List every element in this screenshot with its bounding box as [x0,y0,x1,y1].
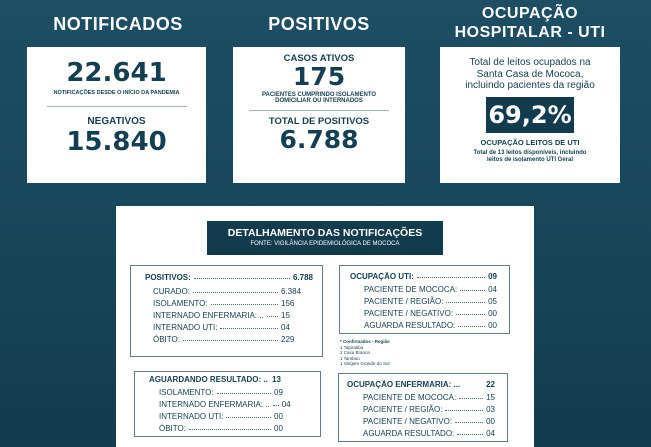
row-label: INTERNADO UTI: [153,323,218,332]
notificados-total: 22.641 [66,58,167,88]
card-positivos [233,47,405,183]
row-label: PACIENTE / REGIÃO: [364,297,444,306]
row-value: 05 [488,297,497,306]
uti-header-row [350,272,497,281]
header-positivos: POSITIVOS [268,14,370,34]
row-label: ISOLAMENTO: [159,388,214,397]
detalhamento-panel [116,206,534,447]
dot-leader [211,304,278,305]
aguardando-label: AGUARDANDO RESULTADO: .. [149,375,268,384]
row-label: AGUARDA RESULTADO: [364,321,456,330]
ocupacao-desc-1: Total de leitos ocupados na [469,57,591,68]
dot-leader [267,316,278,317]
ocupacao-percent-badge [486,97,574,133]
row-label: INTERNADO ENFERMARIA: .. [153,311,264,320]
enfermaria-value: 22 [486,380,495,389]
aguardando-uti-row [149,409,306,421]
enfermaria-regiao-row [347,402,495,414]
row-label: PACIENTE / NEGATIVO: [364,309,454,318]
positivos-isolamento-row [145,296,313,308]
box-ocupacao-uti [339,265,510,334]
confirmados-item: 1 Vargem Grande do Sul [340,361,390,366]
enfermaria-header-row [347,380,495,389]
ocupacao-desc-3: incluindo pacientes da região [465,80,595,91]
dot-leader [226,417,271,418]
row-label: AGUARDA RESULTADO: [363,429,455,438]
row-label: PACIENTE / REGIÃO: [363,405,443,414]
uti-label: OCUPAÇÃO UTI: [350,272,414,281]
row-value: 00 [488,321,497,330]
row-value: 04 [281,323,290,332]
dot-leader [417,277,485,278]
casos-ativos-caption-1: PACIENTES CUMPRINDO ISOLAMENTO [261,92,377,98]
row-value: 15 [281,311,290,320]
row-label: PACIENTE DE MOCOCA: [364,285,458,294]
uti-regiao-row [350,294,497,306]
dot-leader [446,302,485,303]
row-value: 229 [281,335,295,344]
dot-leader [455,422,483,423]
row-label: INTERNADO UTI: [159,412,224,421]
row-label: PACIENTE DE MOCOCA: [363,393,457,402]
aguardando-enfermaria-row [149,397,306,409]
negativos-value: 15.840 [66,127,167,157]
dot-leader [220,328,278,329]
confirmados-item: 1 Tambaú [340,355,360,361]
ocupacao-foot-1: Total de 13 leitos disponíveis, incluindo [473,149,587,156]
enfermaria-negativo-row [347,414,495,426]
detalhamento-banner [207,221,443,255]
aguardando-obito-row [149,421,306,433]
notificados-divider [47,106,187,107]
card-notificados [27,47,206,183]
enfermaria-label: OCUPAÇÃO ENFERMARIA: ... [347,380,461,389]
positivos-curado-row [145,284,313,296]
box-positivos [130,265,323,357]
confirmados-note [340,339,390,367]
enfermaria-aguarda-row [347,426,495,438]
casos-ativos-value: 175 [292,62,346,91]
uti-value: 09 [488,272,497,281]
header-ocupacao-line2: HOSPITALAR - UTI [454,24,606,41]
ocupacao-desc-2: Santa Casa de Mococa, [476,68,584,80]
header-ocupacao-line1: OCUPAÇÃO [481,5,579,22]
ocupacao-footnote [440,150,620,165]
ocupacao-foot-2: leitos de isolamento UTI Geral [486,157,574,163]
positivos-divider [249,110,389,111]
dot-leader [273,405,279,406]
box-ocupacao-enfermaria [338,373,508,442]
row-value: 156 [281,299,295,308]
row-label: ISOLAMENTO: [153,299,208,308]
total-positivos-value: 6.788 [279,125,359,154]
casos-ativos-caption-2: DOMICILIAR OU INTERNADOS [275,98,363,104]
dot-leader [456,314,485,315]
detalhamento-title: DETALHAMENTO DAS NOTIFICAÇÕES [227,227,423,239]
header-ocupacao [440,4,620,42]
aguardando-isolamento-row [149,385,306,397]
notificados-caption: NOTIFICAÇÕES DESDE O INÍCIO DA PANDEMIA [53,90,180,96]
dot-leader [445,410,483,411]
casos-ativos-label: CASOS ATIVOS [283,53,355,64]
row-value: 15 [486,393,495,402]
row-label: PACIENTE / NEGATIVO: [363,417,453,426]
enfermaria-mococa-row [347,390,495,402]
dot-leader [458,326,485,327]
row-value: 04 [281,400,291,409]
uti-negativo-row [350,306,497,318]
ocupacao-percent: 69,2% [488,100,572,129]
row-value: 00 [486,417,495,426]
row-value: 09 [274,388,283,397]
positivos-header-row [145,273,313,282]
aguardando-value: 13 [272,375,281,384]
box-aguardando [134,371,321,437]
dot-leader [193,292,278,293]
positivos-obito-row [145,332,313,344]
ocupacao-description [440,57,620,92]
row-value: 00 [274,424,283,433]
row-value: 04 [486,429,495,438]
negativos-label: NEGATIVOS [87,116,146,127]
positivos-enfermaria-row [145,308,313,320]
dot-leader [189,429,271,430]
confirmados-item: 2 Casa Branca [340,350,370,355]
aguardando-header-row [149,375,306,384]
uti-mococa-row [350,282,497,294]
dot-leader [460,290,485,291]
row-value: 6.384 [281,287,302,296]
ocupacao-label: OCUPAÇÃO LEITOS DE UTI [480,137,580,147]
positivos-uti-row [145,320,313,332]
row-value: 04 [488,285,497,294]
detalhamento-fonte: FONTE: VIGILÂNCIA EPIDEMIOLÓGICA DE MOCOCA [250,241,400,247]
dot-leader [183,340,278,341]
row-label: CURADO: [153,287,190,296]
positivos-detail-value: 6.788 [292,273,313,282]
row-label: ÓBITO: [153,335,180,344]
row-value: 03 [486,405,495,414]
card-ocupacao-uti [440,47,620,183]
confirmados-title: * Confirmados - Região [340,339,390,344]
row-label: INTERNADO ENFERMARIA: .. [159,400,270,409]
header-notificados: NOTIFICADOS [53,14,183,34]
row-label: ÓBITO: [159,424,186,433]
dot-leader [459,398,483,399]
dot-leader [217,393,271,394]
total-positivos-label: TOTAL DE POSITIVOS [268,116,370,127]
uti-aguarda-row [350,318,497,330]
dot-leader [194,278,290,279]
positivos-detail-label: POSITIVOS: [145,273,191,282]
row-value: 00 [488,309,497,318]
confirmados-item: 1 Tapiratiba [340,344,364,350]
row-value: 00 [274,412,283,421]
dot-leader [457,434,483,435]
